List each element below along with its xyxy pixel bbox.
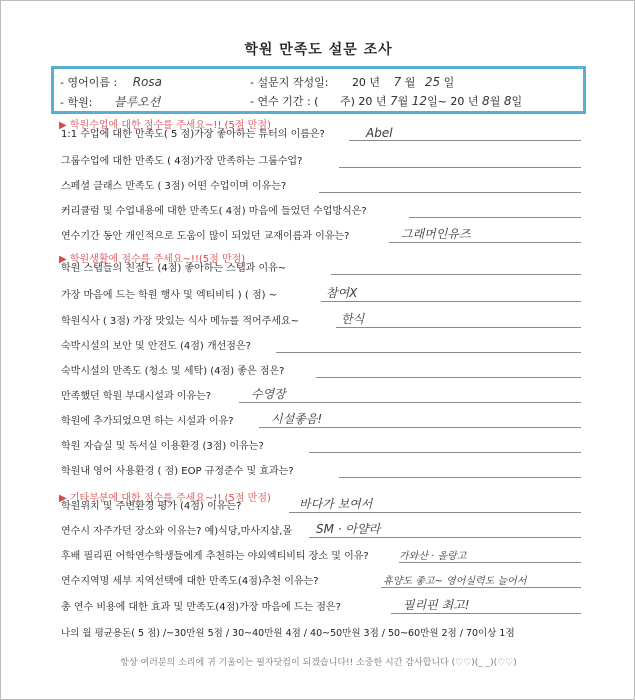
period-mid-text: 일~ 20 년 bbox=[427, 95, 479, 108]
period-month-unit: 월 bbox=[397, 95, 409, 108]
question-text: 후배 필리핀 어학연수학생들에게 추천하는 야외엑티비티 장소 및 이유? bbox=[61, 551, 369, 562]
answer-line bbox=[391, 613, 581, 614]
question-text: 연수지역명 세부 지역선택에 대한 만족도(4점)추천 이유는? bbox=[61, 576, 319, 587]
answer-text: Abel bbox=[366, 126, 393, 140]
question-row bbox=[61, 436, 581, 456]
question-text: 학원 스탭들의 친절도 (4점) 좋아하는 스탭과 이유~ bbox=[61, 263, 287, 274]
question-row bbox=[61, 546, 581, 566]
question-row bbox=[61, 571, 581, 591]
section-other-header: ▶ 기타부분에 대한 점수를 주세요~!! (5점 만점) bbox=[59, 493, 271, 504]
answer-line bbox=[381, 587, 581, 588]
question-text: 만족했던 학원 부대시설과 이유는? bbox=[61, 391, 212, 402]
question-row bbox=[61, 496, 581, 516]
question-text: 연수기간 동안 개인적으로 도움이 많이 되었던 교재이름과 이유는? bbox=[61, 231, 350, 242]
question-text: 스페셜 클래스 만족도 ( 3점) 어떤 수업이며 이유는? bbox=[61, 181, 287, 192]
answer-line bbox=[349, 140, 581, 141]
answer-text: 바다가 보여서 bbox=[299, 497, 373, 511]
answer-line bbox=[309, 452, 581, 453]
answer-line bbox=[331, 274, 581, 275]
question-row bbox=[61, 411, 581, 431]
academy-value: 블루오션 bbox=[113, 95, 161, 109]
answer-line bbox=[309, 537, 581, 538]
answer-text: 참여X bbox=[326, 286, 358, 300]
question-row bbox=[61, 258, 581, 278]
period-end-month-unit: 월 bbox=[489, 95, 501, 108]
question-text: 학원에 추가되었으면 하는 시설과 이유? bbox=[61, 416, 234, 427]
question-text: 연수시 자주가던 장소와 이유는? 예)식당,마사지샵,몰 bbox=[61, 526, 293, 537]
question-row bbox=[61, 151, 581, 171]
question-row bbox=[61, 226, 581, 246]
question-row bbox=[61, 521, 581, 541]
answer-line bbox=[321, 301, 581, 302]
answer-line bbox=[399, 562, 581, 563]
info-box bbox=[51, 66, 586, 114]
answer-text: 수영장 bbox=[251, 387, 286, 401]
question-text: 가장 마음에 드는 학원 행사 및 엑티비티 ) ( 점) ~ bbox=[61, 290, 278, 301]
answer-text: 한식 bbox=[341, 312, 365, 326]
period-label: - 연수 기간 : ( bbox=[250, 95, 319, 108]
answer-text: SM · 아얄라 bbox=[316, 522, 381, 536]
answer-text: 휴양도 좋고~ 영어실력도 늘어서 bbox=[383, 576, 527, 587]
question-row bbox=[61, 461, 581, 481]
answer-text: 필리핀 최고! bbox=[403, 598, 470, 612]
period-start-day: 12 bbox=[411, 94, 428, 108]
academy-label: - 학원: bbox=[60, 96, 93, 109]
question-text: 학원내 영어 사용환경 ( 점) EOP 규정준수 및 효과는? bbox=[61, 466, 294, 477]
question-row bbox=[61, 361, 581, 381]
answer-line bbox=[316, 377, 581, 378]
question-row bbox=[61, 311, 581, 331]
period-weeks-unit: 주) 20 년 bbox=[339, 95, 387, 108]
english-name-value: Rosa bbox=[132, 75, 162, 89]
question-row bbox=[61, 285, 581, 305]
period-end-day: 8 bbox=[503, 94, 512, 108]
answer-text: 그래머인유즈 bbox=[401, 227, 471, 241]
question-text: 커리큘럼 및 수업내용에 대한 만족도( 4점) 마음에 들었던 수업방식은? bbox=[61, 206, 367, 217]
question-text: 학원식사 ( 3점) 가장 맛있는 식사 메뉴를 적어주세요~ bbox=[61, 316, 299, 327]
question-row bbox=[61, 176, 581, 196]
date-label: - 설문지 작성일: bbox=[250, 76, 329, 89]
page-title: 학원 만족도 설문 조사 bbox=[244, 42, 393, 58]
question-text: 숙박시설의 만족도 (청소 및 세탁) (4점) 좋은 점은? bbox=[61, 366, 285, 377]
answer-line bbox=[289, 512, 581, 513]
footer-message: 항상 여러분의 소리에 귀 기울이는 필자닷컴이 되겠습니다!! 소중한 시간 감사합니다 (♡♡)(_ _)(♡♡) bbox=[120, 658, 517, 668]
date-month-unit: 월 bbox=[404, 76, 416, 89]
question-row bbox=[61, 386, 581, 406]
answer-line bbox=[339, 477, 581, 478]
answer-text: 시설좋음! bbox=[271, 412, 323, 426]
date-year: 20 년 bbox=[351, 76, 381, 89]
answer-line bbox=[339, 167, 581, 168]
academy-row bbox=[60, 93, 160, 110]
question-text: 1:1 수업에 대한 만족도( 5 점)가장 좋아하는 튜터의 이름은? bbox=[61, 129, 325, 140]
answer-line bbox=[319, 192, 581, 193]
question-text: 숙박시설의 보안 및 안전도 (4점) 개선점은? bbox=[61, 341, 251, 352]
english-name-row bbox=[60, 74, 162, 90]
english-name-label: - 영어이름 : bbox=[60, 76, 118, 89]
answer-line bbox=[389, 242, 581, 243]
section-study-header: ▶ 학원수업에 대한 점수를 주세요~!! (5점 만점) bbox=[59, 120, 271, 131]
section-life-header: ▶ 학원생활에 점수를 주세요~!!(5점 만점) bbox=[59, 254, 246, 265]
answer-line bbox=[336, 327, 581, 328]
date-row bbox=[250, 74, 454, 90]
period-end-unit: 일 bbox=[511, 95, 523, 108]
answer-line bbox=[259, 427, 581, 428]
question-text: 그룹수업에 대한 만족도 ( 4점)가장 만족하는 그룹수업? bbox=[61, 156, 303, 167]
period-end-month: 8 bbox=[482, 94, 490, 108]
date-month: 7 bbox=[393, 75, 402, 89]
question-row bbox=[61, 623, 581, 643]
question-row bbox=[61, 124, 581, 144]
period-start-month: 7 bbox=[390, 94, 398, 108]
answer-line bbox=[409, 217, 581, 218]
answer-text: 가와산 · 올랑고 bbox=[399, 551, 467, 562]
question-text: 총 연수 비용에 대한 효과 및 만족도(4점)가장 마음에 드는 점은? bbox=[61, 602, 341, 613]
date-day-unit: 일 bbox=[443, 76, 455, 89]
question-row bbox=[61, 201, 581, 221]
question-text: 학원위치 및 주변환경 평가 (4점) 이유는? bbox=[61, 501, 242, 512]
question-text: 학원 자습실 및 독서실 이용환경 (3점) 이유는? bbox=[61, 441, 264, 452]
answer-line bbox=[276, 352, 581, 353]
date-day: 25 bbox=[424, 75, 441, 89]
answer-line bbox=[239, 402, 581, 403]
question-row bbox=[61, 597, 581, 617]
question-text: 나의 월 평균용돈( 5 점) /~30만원 5점 / 30~40만원 4점 / 40~50만원 3점 / 50~60만원 2점 / 70이상 1점 bbox=[61, 628, 515, 639]
question-row bbox=[61, 336, 581, 356]
period-row bbox=[250, 93, 522, 109]
